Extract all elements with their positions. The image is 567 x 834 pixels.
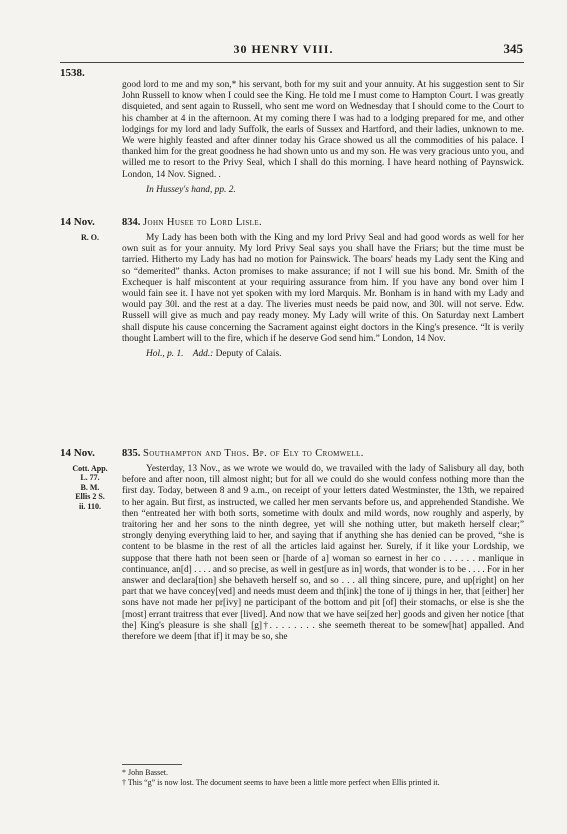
entry-834-heading — [122, 217, 524, 230]
entry-835-ref-line: B. M. — [80, 482, 100, 492]
footnote-1: * John Basset. — [122, 768, 168, 777]
entry-834-note — [122, 349, 524, 360]
entry-835-ref-line: ii. 110. — [78, 501, 101, 511]
continued-letter-note: In Hussey's hand, pp. 2. — [146, 184, 236, 195]
footnote-2: † This “g” is now lost. The document seems to have been a little more perfect when Ellis printed it. — [122, 777, 440, 787]
entry-834-note-add: Deputy of Calais. — [215, 349, 282, 360]
entry-834-note-hol: Hol., p. 1. — [146, 349, 184, 360]
entry-835-number: 835. — [122, 448, 141, 459]
footnote-rule — [122, 764, 182, 765]
entry-835-title: Southampton and Thos. Bp. of Ely to Cromwell. — [143, 448, 364, 459]
entry-834-title: John Husee to Lord Lisle. — [143, 217, 263, 228]
continued-letter — [122, 80, 524, 196]
entry-835-ref-line: Ellis 2 S. — [75, 492, 105, 502]
running-title: 30 HENRY VIII. — [233, 42, 334, 56]
footnotes — [122, 768, 524, 787]
continued-letter-text: good lord to me and my son,* his servant, both for my suit and your annuity. At his suggestion sent to Sir John Russell to know when I could see the King. He told me I must come to Hampton Court. I was greatly disquieted, and sent again to Russell, who sent me word on Wednesday that I should come to the Court to his chamber at 4 in the afternoon. At my coming there I was had to a lodging prepared for me, and other lodgings for my lord and lady Suffolk, the earls of Sussex and Hartford, and their ladies, unknown to me. We were highly feasted and after dinner today his Grace showed us all the commodities of his palace. I thanked him for the great goodness he had shown unto us and my son. He was very gracious unto you, and willed me to resort to the Privy Seal, which I shall do this morning. I have heard nothing of Paynswick. London, 14 Nov. Signed. . — [122, 80, 524, 180]
entry-835-date: 14 Nov. — [60, 447, 95, 459]
margin-year: 1538. — [60, 67, 85, 79]
entry-835-ref-line: Cott. App. — [72, 464, 108, 473]
entry-834-note-add-label: Add.: — [192, 349, 214, 360]
entry-834-number: 834. — [122, 217, 141, 228]
entry-834-body — [122, 233, 524, 360]
entry-835-ref — [62, 464, 118, 511]
entry-835-ref-line: L. 77. — [80, 473, 100, 483]
entry-835-body — [122, 464, 524, 643]
running-head — [0, 42, 567, 56]
entry-834-text: My Lady has been both with the King and my lord Privy Seal and had good words as well for her own suit as for your annuity. My lord Privy Seal says you shall have the Friars; but the time must be tarried. Hitherto my Lady has had no motion for Painswick. The boars' heads my Lady sent the King and so “demerited” thanks. Acton promises to make assurance; if not I will sue his bond. Mr. Smith of the Exchequer is half miscontent at your requiring assurance from him. If you have any bond over him I would fain see it. I have not yet spoken with my lord Marquis. Mr. Bonham is in hand with my Lady and would pay 30l. and the rest at a day. The liveries must needs be paid now, and 30l. will not serve. Edw. Russell will give as much and pay ready money. My Lady will write of this. On Saturday next Lambert shall dispute his cause concerning the Sacrament against eight doctors in the King's presence. “It is verily thought Lambert will to the fire, which if he deserve God send him.” London, 14 Nov. — [122, 233, 524, 344]
page-number: 345 — [503, 41, 523, 56]
entry-835-heading — [122, 448, 524, 461]
entry-834-ref: R. O. — [81, 233, 99, 242]
entry-834-date: 14 Nov. — [60, 216, 95, 228]
entry-835-text: Yesterday, 13 Nov., as we wrote we would do, we travailed with the lady of Salisbury all day, both before and after noon, till almost night; but for all we could do she would confess nothing more than the first day. Today, between 8 and 9 a.m., on receipt of your letters dated Westminster, the 13th, we repaired to her again. But first, as instructed, we called her men servants before us, and apprehended Standishe. We then “entreated her with both sorts, sometime with doulx and mild words, now roughly and asperly, by traitoring her and her sons to the ninth degree, yet will she nothing utter, but maketh herself clear;” strongly denying everything laid to her, and saying that if anything she has denied can be proved, “she is content to be blasme in the rest of all the articles laid against her. Surely, if it like your Lordship, we suppose that there hath not been seen or [harde of a] woman so earnest in her co . . . . . . manlique in continuance, an[d] . . . . and so precise, as well in gest[ure as in] words, that wonder is to be . . . . For in her answer and declara[tion] she behaveth herself so, and so . . . all thing sincere, pure, and up[right] on her part that we have concey[ved] and needs must deem and th[ink] the tone of ij things in her, that [either] her sons have not made her pr[ivy] ne participant of the bottom and pit [of] their stomachs, or else is she the [most] errant traitress that ever [lived]. And now that we have sei[zed her] goods and given her notice [that the] King's pleasure is she shall [g]†. . . . . . . . she seemeth thereat to be somew[hat] appalled. And therefore we deem [that if] it may be so, she — [122, 464, 524, 643]
header-rule — [60, 62, 524, 63]
